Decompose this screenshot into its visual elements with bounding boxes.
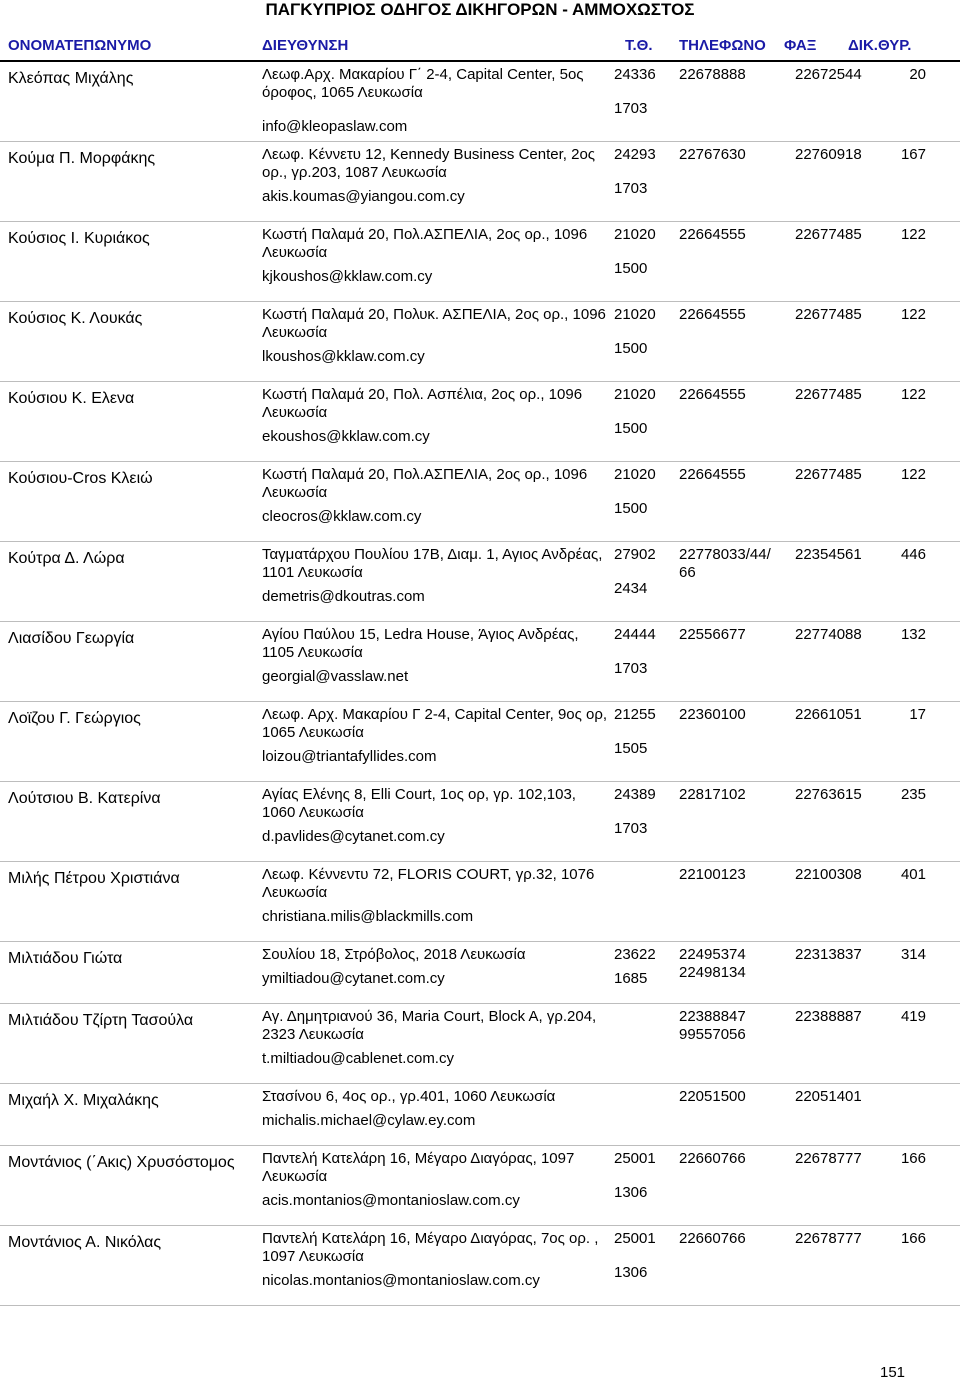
po-box-postcode: 2434 bbox=[614, 580, 648, 597]
po-box-postcode: 1703 bbox=[614, 820, 648, 837]
table-row bbox=[0, 222, 960, 302]
po-box: 24389 bbox=[614, 786, 656, 803]
table-row bbox=[0, 622, 960, 702]
page-number: 151 bbox=[880, 1364, 906, 1381]
email-link[interactable]: cleocros@kklaw.com.cy bbox=[262, 508, 422, 525]
po-box-postcode: 1500 bbox=[614, 420, 648, 437]
email-link[interactable]: demetris@dkoutras.com bbox=[262, 588, 425, 605]
address-text: Παντελή Κατελάρη 16, Μέγαρο Διαγόρας, 7ος ορ. , 1097 Λευκωσία bbox=[262, 1230, 599, 1265]
lawyer-name: Μιλής Πέτρου Χριστιάνα bbox=[8, 870, 180, 887]
email-link[interactable]: d.pavlides@cytanet.com.cy bbox=[262, 828, 445, 845]
fax-number: 22678777 bbox=[795, 1150, 862, 1167]
phone-number: 22360100 bbox=[679, 706, 746, 723]
table-row bbox=[0, 1226, 960, 1306]
fax-number: 22677485 bbox=[795, 386, 862, 403]
fax-number: 22677485 bbox=[795, 466, 862, 483]
po-box-postcode: 1703 bbox=[614, 660, 648, 677]
po-box: 23622 bbox=[614, 946, 656, 963]
fax-number: 22763615 bbox=[795, 786, 862, 803]
fax-number: 22677485 bbox=[795, 226, 862, 243]
table-row bbox=[0, 702, 960, 782]
header-phone: ΤΗΛΕΦΩΝΟ bbox=[679, 37, 766, 54]
table-row bbox=[0, 862, 960, 942]
po-box: 21020 bbox=[614, 466, 656, 483]
phone-number: 22660766 bbox=[679, 1230, 746, 1247]
lawyer-name: Μιλτιάδου Τζίρτη Τασούλα bbox=[8, 1012, 194, 1029]
phone-number: 22660766 bbox=[679, 1150, 746, 1167]
phone-number: 22664555 bbox=[679, 466, 746, 483]
table-header bbox=[0, 34, 960, 62]
email-link[interactable]: lkoushos@kklaw.com.cy bbox=[262, 348, 425, 365]
court-box-number: 122 bbox=[900, 386, 926, 403]
table-row bbox=[0, 1084, 960, 1146]
court-box-number: 132 bbox=[900, 626, 926, 643]
table-row bbox=[0, 302, 960, 382]
po-box: 25001 bbox=[614, 1230, 656, 1247]
po-box-postcode: 1500 bbox=[614, 260, 648, 277]
table-row bbox=[0, 1146, 960, 1226]
email-link[interactable]: nicolas.montanios@montanioslaw.com.cy bbox=[262, 1272, 540, 1289]
phone-number: 22664555 bbox=[679, 386, 746, 403]
fax-number: 22354561 bbox=[795, 546, 862, 563]
address-text: Λεωφ.Αρχ. Μακαρίου Γ΄ 2-4, Capital Center, 5ος όροφος, 1065 Λευκωσία bbox=[262, 66, 584, 101]
court-box-number: 17 bbox=[909, 706, 926, 723]
table-row bbox=[0, 782, 960, 862]
fax-number: 22678777 bbox=[795, 1230, 862, 1247]
court-box-number: 20 bbox=[909, 66, 926, 83]
lawyer-name: Κούσιου-Cros Κλειώ bbox=[8, 470, 153, 487]
phone-number: 22556677 bbox=[679, 626, 746, 643]
email-link[interactable]: info@kleopaslaw.com bbox=[262, 118, 408, 135]
fax-number: 22760918 bbox=[795, 146, 862, 163]
po-box: 21020 bbox=[614, 226, 656, 243]
po-box: 21020 bbox=[614, 306, 656, 323]
email-link[interactable]: christiana.milis@blackmills.com bbox=[262, 908, 474, 925]
phone-number: 22100123 bbox=[679, 866, 746, 883]
address-text: Κωστή Παλαμά 20, Πολυκ. ΑΣΠΕΛΙΑ, 2ος ορ., 1096 Λευκωσία bbox=[262, 306, 606, 341]
lawyer-name: Λοϊζου Γ. Γεώργιος bbox=[8, 710, 141, 727]
lawyer-name: Λούτσιου Β. Κατερίνα bbox=[8, 790, 161, 807]
po-box: 25001 bbox=[614, 1150, 656, 1167]
lawyer-name: Κλεόπας Μιχάλης bbox=[8, 70, 134, 87]
address-text: Αγ. Δημητριανού 36, Maria Court, Block A, γρ.204, 2323 Λευκωσία bbox=[262, 1008, 597, 1043]
phone-number: 22051500 bbox=[679, 1088, 746, 1105]
address-text: Παντελή Κατελάρη 16, Μέγαρο Διαγόρας, 1097 Λευκωσία bbox=[262, 1150, 575, 1185]
court-box-number: 446 bbox=[900, 546, 926, 563]
address-text: Κωστή Παλαμά 20, Πολ. Ασπέλια, 2ος ορ., 1096 Λευκωσία bbox=[262, 386, 583, 421]
table-row bbox=[0, 142, 960, 222]
court-box-number: 419 bbox=[900, 1008, 926, 1025]
email-link[interactable]: ymiltiadou@cytanet.com.cy bbox=[262, 970, 445, 987]
lawyers-table bbox=[0, 62, 960, 1306]
email-link[interactable]: ekoushos@kklaw.com.cy bbox=[262, 428, 430, 445]
fax-number: 22677485 bbox=[795, 306, 862, 323]
table-row bbox=[0, 462, 960, 542]
lawyer-name: Μιχαήλ Χ. Μιχαλάκης bbox=[8, 1092, 159, 1109]
po-box-postcode: 1306 bbox=[614, 1184, 648, 1201]
lawyer-name: Κούμα Π. Μορφάκης bbox=[8, 150, 156, 167]
table-row bbox=[0, 542, 960, 622]
fax-number: 22313837 bbox=[795, 946, 862, 963]
court-box-number: 122 bbox=[900, 226, 926, 243]
po-box-postcode: 1703 bbox=[614, 100, 648, 117]
fax-number: 22661051 bbox=[795, 706, 862, 723]
address-text: Κωστή Παλαμά 20, Πολ.ΑΣΠΕΛΙΑ, 2ος ορ., 1096 Λευκωσία bbox=[262, 466, 588, 501]
po-box-postcode: 1505 bbox=[614, 740, 648, 757]
po-box: 24336 bbox=[614, 66, 656, 83]
lawyer-name: Κούσιος Ι. Κυριάκος bbox=[8, 230, 150, 247]
phone-number: 22678888 bbox=[679, 66, 746, 83]
court-box-number: 167 bbox=[900, 146, 926, 163]
lawyer-name: Κούτρα Δ. Λώρα bbox=[8, 550, 125, 567]
court-box-number: 166 bbox=[900, 1150, 926, 1167]
lawyer-name: Μοντάνιος Α. Νικόλας bbox=[8, 1234, 162, 1251]
table-row bbox=[0, 1004, 960, 1084]
court-box-number: 122 bbox=[900, 466, 926, 483]
table-row bbox=[0, 942, 960, 1004]
lawyer-name: Λιασίδου Γεωργία bbox=[8, 630, 135, 647]
header-name: ΟΝΟΜΑΤΕΠΩΝΥΜΟ bbox=[8, 37, 152, 54]
court-box-number: 122 bbox=[900, 306, 926, 323]
lawyer-name: Κούσιου Κ. Ελενα bbox=[8, 390, 135, 407]
phone-number: 22767630 bbox=[679, 146, 746, 163]
phone-number: 22495374 22498134 bbox=[679, 946, 746, 981]
po-box-postcode: 1685 bbox=[614, 970, 648, 987]
phone-number: 22664555 bbox=[679, 226, 746, 243]
email-link[interactable]: kjkoushos@kklaw.com.cy bbox=[262, 268, 433, 285]
address-text: Σουλίου 18, Στρόβολος, 2018 Λευκωσία bbox=[262, 946, 526, 963]
po-box: 24444 bbox=[614, 626, 656, 643]
phone-number: 22778033/44/ 66 bbox=[679, 546, 771, 581]
fax-number: 22100308 bbox=[795, 866, 862, 883]
lawyer-name: Κούσιος Κ. Λουκάς bbox=[8, 310, 143, 327]
phone-number: 22817102 bbox=[679, 786, 746, 803]
email-link[interactable]: georgial@vasslaw.net bbox=[262, 668, 409, 685]
court-box-number: 166 bbox=[900, 1230, 926, 1247]
email-link[interactable]: acis.montanios@montanioslaw.com.cy bbox=[262, 1192, 520, 1209]
header-fax: ΦΑΞ bbox=[784, 37, 817, 54]
lawyer-name: Μοντάνιος (΄Ακις) Χρυσόστομος bbox=[8, 1154, 235, 1171]
phone-number: 22664555 bbox=[679, 306, 746, 323]
address-text: Αγίου Παύλου 15, Ledra House, Άγιος Ανδρέας, 1105 Λευκωσία bbox=[262, 626, 579, 661]
table-row bbox=[0, 62, 960, 142]
header-po-box: Τ.Θ. bbox=[625, 37, 653, 54]
page-title: ΠΑΓΚΥΠΡΙΟΣ ΟΔΗΓΟΣ ΔΙΚΗΓΟΡΩΝ - ΑΜΜΟΧΩΣΤΟΣ bbox=[265, 0, 695, 19]
court-box-number: 401 bbox=[900, 866, 926, 883]
po-box: 24293 bbox=[614, 146, 656, 163]
address-text: Κωστή Παλαμά 20, Πολ.ΑΣΠΕΛΙΑ, 2ος ορ., 1096 Λευκωσία bbox=[262, 226, 588, 261]
header-court-box: ΔΙΚ.ΘΥΡ. bbox=[848, 37, 912, 54]
po-box: 21020 bbox=[614, 386, 656, 403]
email-link[interactable]: akis.koumas@yiangou.com.cy bbox=[262, 188, 465, 205]
header-address: ΔΙΕΥΘΥΝΣΗ bbox=[262, 37, 349, 54]
po-box-postcode: 1500 bbox=[614, 340, 648, 357]
po-box-postcode: 1703 bbox=[614, 180, 648, 197]
address-text: Λεωφ. Αρχ. Μακαρίου Γ 2-4, Capital Center, 9ος ορ, 1065 Λευκωσία bbox=[262, 706, 608, 741]
court-box-number: 235 bbox=[900, 786, 926, 803]
fax-number: 22774088 bbox=[795, 626, 862, 643]
fax-number: 22051401 bbox=[795, 1088, 862, 1105]
address-text: Στασίνου 6, 4ος ορ., γρ.401, 1060 Λευκωσία bbox=[262, 1088, 556, 1105]
court-box-number: 314 bbox=[900, 946, 926, 963]
fax-number: 22388887 bbox=[795, 1008, 862, 1025]
address-text: Λεωφ. Κέννεντυ 72, FLORIS COURT, γρ.32, 1076 Λευκωσία bbox=[262, 866, 595, 901]
address-text: Λεωφ. Κέννετυ 12, Kennedy Business Center, 2ος ορ., γρ.203, 1087 Λευκωσία bbox=[262, 146, 596, 181]
fax-number: 22672544 bbox=[795, 66, 862, 83]
email-link[interactable]: loizou@triantafyllides.com bbox=[262, 748, 437, 765]
table-row bbox=[0, 382, 960, 462]
email-link[interactable]: michalis.michael@cylaw.ey.com bbox=[262, 1112, 476, 1129]
lawyer-name: Μιλτιάδου Γιώτα bbox=[8, 950, 123, 967]
address-text: Αγίας Ελένης 8, Elli Court, 1ος ορ, γρ. 102,103, 1060 Λευκωσία bbox=[262, 786, 576, 821]
po-box: 21255 bbox=[614, 706, 656, 723]
address-text: Ταγματάρχου Πουλίου 17Β, Διαμ. 1, Αγιος Ανδρέας, 1101 Λευκωσία bbox=[262, 546, 603, 581]
email-link[interactable]: t.miltiadou@cablenet.com.cy bbox=[262, 1050, 454, 1067]
po-box-postcode: 1500 bbox=[614, 500, 648, 517]
po-box-postcode: 1306 bbox=[614, 1264, 648, 1281]
phone-number: 22388847 99557056 bbox=[679, 1008, 746, 1043]
po-box: 27902 bbox=[614, 546, 656, 563]
